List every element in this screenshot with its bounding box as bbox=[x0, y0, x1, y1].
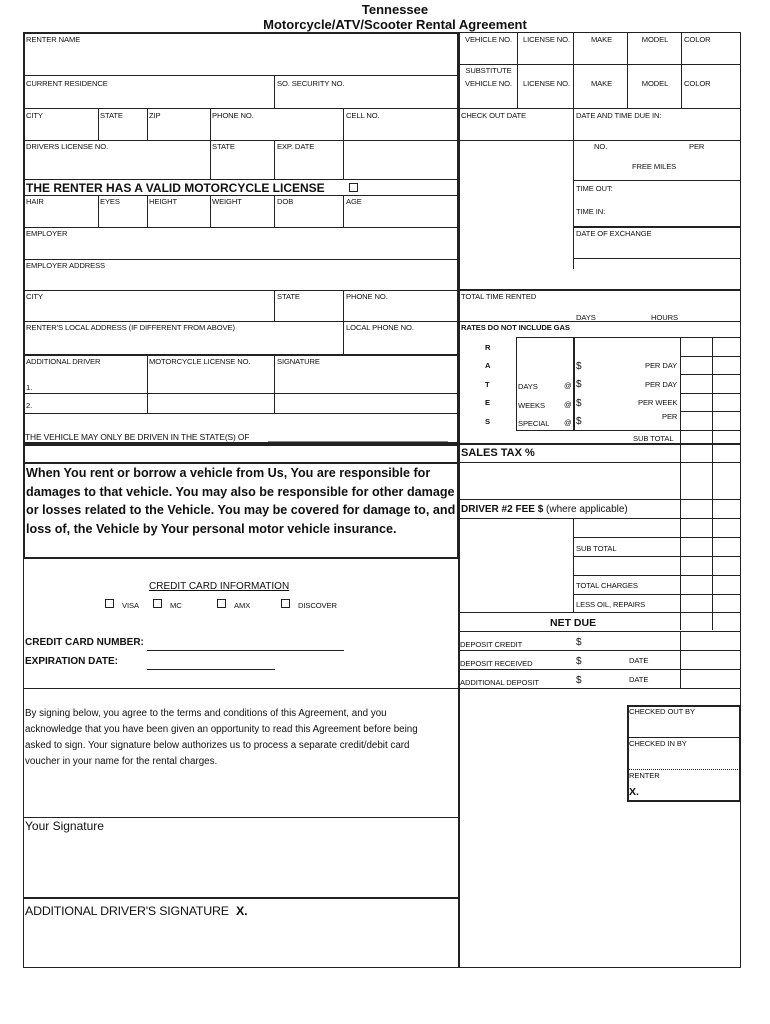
divider bbox=[573, 518, 574, 612]
driver-row-1-label: 1. bbox=[26, 383, 33, 392]
divider bbox=[210, 108, 211, 140]
divider bbox=[274, 355, 275, 413]
special-at-label: @ bbox=[564, 418, 572, 427]
per-label: PER bbox=[689, 142, 705, 151]
divider bbox=[680, 374, 741, 375]
state-label: STATE bbox=[100, 111, 123, 120]
additional-driver-signature-text: ADDITIONAL DRIVER'S SIGNATURE bbox=[25, 904, 229, 918]
divider bbox=[343, 195, 344, 227]
employer-city-label: CITY bbox=[26, 292, 43, 301]
phone-label: PHONE NO. bbox=[212, 111, 254, 120]
deposit-credit-label: DEPOSIT CREDIT bbox=[460, 640, 523, 649]
deposit-credit-dollar: $ bbox=[576, 637, 582, 648]
rates-letter-s: S bbox=[485, 417, 490, 426]
card-number-label: CREDIT CARD NUMBER: bbox=[25, 637, 144, 648]
additional-driver-1-input[interactable] bbox=[36, 379, 144, 393]
renter-label: RENTER bbox=[629, 771, 660, 780]
weight-label: WEIGHT bbox=[212, 197, 242, 206]
divider bbox=[459, 289, 741, 291]
date-time-due-label: DATE AND TIME DUE IN: bbox=[576, 111, 662, 120]
divider bbox=[680, 430, 741, 431]
responsibility-notice: When You rent or borrow a vehicle from Us, You are responsible for damages to that vehicle. You may also be responsible for other damage or losses related to the Vehicle. You may be covered for damage to, and loss of, the Vehicle by Your personal motor vehicle insurance. bbox=[26, 466, 456, 536]
employer-label: EMPLOYER bbox=[26, 229, 68, 238]
weeks-at-label: @ bbox=[564, 400, 572, 409]
cell-label: CELL NO. bbox=[346, 111, 380, 120]
time-out-input[interactable] bbox=[612, 181, 737, 195]
age-label: AGE bbox=[346, 197, 362, 206]
driver-row-2-label: 2. bbox=[26, 401, 33, 410]
cell-input[interactable] bbox=[346, 121, 455, 137]
states-underline bbox=[268, 441, 448, 442]
sub-make-input[interactable] bbox=[575, 91, 625, 107]
days-unit-label: DAYS bbox=[518, 382, 538, 391]
mc-label: MC bbox=[170, 601, 182, 610]
total-time-rented-label: TOTAL TIME RENTED bbox=[461, 292, 537, 301]
make-input[interactable] bbox=[575, 46, 625, 62]
employer-phone-input[interactable] bbox=[346, 303, 455, 319]
current-residence-input[interactable] bbox=[26, 89, 270, 105]
form-title: Motorcycle/ATV/Scooter Rental Agreement bbox=[263, 17, 527, 32]
amx-label: AMX bbox=[234, 601, 251, 610]
divider bbox=[343, 140, 344, 179]
divider bbox=[628, 769, 740, 770]
local-phone-label: LOCAL PHONE NO. bbox=[346, 323, 414, 332]
employer-state-input[interactable] bbox=[277, 303, 341, 319]
hair-label: HAIR bbox=[26, 197, 44, 206]
divider bbox=[573, 575, 741, 576]
divider bbox=[517, 32, 518, 109]
time-out-label: TIME OUT: bbox=[576, 184, 613, 193]
sub-license-no-label: LICENSE NO. bbox=[522, 79, 570, 88]
color-input[interactable] bbox=[683, 46, 739, 62]
ssn-label: SO. SECURITY NO. bbox=[277, 79, 345, 88]
time-in-input[interactable] bbox=[605, 204, 737, 218]
free-miles-no-input[interactable] bbox=[610, 140, 682, 153]
date-time-due-input[interactable] bbox=[576, 121, 739, 137]
total-days-input[interactable] bbox=[530, 308, 574, 321]
rate-3-input[interactable] bbox=[585, 396, 635, 410]
no-label: NO. bbox=[594, 142, 608, 151]
divider bbox=[24, 817, 458, 818]
checked-in-by-label: CHECKED IN BY bbox=[629, 739, 687, 748]
additional-deposit-label: ADDITIONAL DEPOSIT bbox=[460, 678, 539, 687]
divider bbox=[680, 356, 741, 357]
divider bbox=[343, 108, 344, 140]
divider bbox=[24, 140, 458, 141]
phone-input[interactable] bbox=[212, 121, 341, 137]
sub-model-input[interactable] bbox=[629, 91, 679, 107]
date-of-exchange-input[interactable] bbox=[576, 240, 739, 256]
dob-input[interactable] bbox=[277, 207, 341, 223]
your-signature-field[interactable] bbox=[26, 836, 454, 896]
drivers-license-input[interactable] bbox=[26, 155, 208, 175]
driver2-fee-bold: DRIVER #2 FEE $ bbox=[461, 504, 544, 515]
employer-address-label: EMPLOYER ADDRESS bbox=[26, 261, 106, 270]
divider bbox=[459, 108, 741, 109]
renter-name-input[interactable] bbox=[26, 46, 454, 72]
free-miles-label: FREE MILES bbox=[632, 162, 677, 171]
divider bbox=[24, 179, 458, 180]
blank-row bbox=[23, 444, 459, 464]
drivers-license-label: DRIVERS LICENSE NO. bbox=[26, 142, 109, 151]
rate-dollar-1: $ bbox=[576, 361, 582, 372]
divider bbox=[573, 108, 574, 269]
divider bbox=[459, 669, 741, 670]
dob-label: DOB bbox=[277, 197, 294, 206]
divider bbox=[274, 290, 275, 321]
sales-tax-input[interactable] bbox=[535, 446, 675, 460]
divider bbox=[210, 195, 211, 227]
rate-2-input[interactable] bbox=[585, 377, 640, 391]
age-input[interactable] bbox=[346, 207, 455, 223]
mc-checkbox[interactable] bbox=[153, 599, 162, 608]
divider bbox=[274, 140, 275, 179]
rate-1-input[interactable] bbox=[585, 358, 640, 372]
check-out-date-input[interactable] bbox=[461, 121, 571, 137]
divider bbox=[24, 321, 458, 322]
motorcycle-license-label: MOTORCYCLE LICENSE NO. bbox=[149, 357, 251, 366]
hours-label: HOURS bbox=[651, 313, 678, 322]
divider bbox=[24, 413, 458, 414]
rates-letter-a: A bbox=[485, 361, 491, 370]
local-address-label: RENTER'S LOCAL ADDRESS (IF DIFFERENT FROM ABOVE) bbox=[26, 323, 235, 332]
driver-2-signature-input[interactable] bbox=[277, 396, 455, 411]
license-no-input[interactable] bbox=[519, 46, 571, 62]
weight-input[interactable] bbox=[212, 207, 272, 223]
model-input[interactable] bbox=[629, 46, 679, 62]
rate-dollar-3: $ bbox=[576, 398, 582, 409]
divider bbox=[712, 337, 713, 518]
divider bbox=[459, 462, 741, 463]
time-in-label: TIME IN: bbox=[576, 207, 606, 216]
rate-dollar-2: $ bbox=[576, 379, 582, 390]
divider bbox=[628, 737, 740, 738]
sub-total-label: SUB TOTAL bbox=[633, 434, 674, 443]
divider bbox=[147, 355, 148, 413]
divider bbox=[274, 75, 275, 108]
additional-driver-signature-field[interactable] bbox=[26, 922, 454, 964]
divider bbox=[459, 140, 741, 141]
divider bbox=[24, 195, 458, 196]
deposit-received-input[interactable] bbox=[585, 654, 625, 668]
agreement-text: By signing below, you agree to the terms and conditions of this Agreement, and you acknowledge that you have been given an opportunity to read this Agreement before being asked to sign. Your signature below authorizes us to process a separate credit/debit card voucher in your name for the rental charges. bbox=[25, 708, 418, 767]
days-at-label: @ bbox=[564, 381, 572, 390]
employer-state-label: STATE bbox=[277, 292, 300, 301]
employer-city-input[interactable] bbox=[26, 303, 270, 319]
valid-license-statement: THE RENTER HAS A VALID MOTORCYCLE LICENSE bbox=[26, 181, 325, 195]
current-residence-label: CURRENT RESIDENCE bbox=[26, 79, 108, 88]
divider bbox=[574, 258, 741, 259]
valid-license-checkbox[interactable] bbox=[349, 183, 358, 192]
substitute-label: SUBSTITUTE bbox=[465, 66, 512, 75]
additional-deposit-input[interactable] bbox=[585, 673, 625, 687]
expiration-date-input[interactable] bbox=[149, 655, 274, 668]
discover-checkbox[interactable] bbox=[281, 599, 290, 608]
divider bbox=[680, 631, 681, 688]
rate-per-day-1: PER DAY bbox=[645, 361, 678, 370]
state-title: Tennessee bbox=[361, 2, 429, 17]
rate-4-input[interactable] bbox=[585, 415, 640, 429]
total-charges-label: TOTAL CHARGES bbox=[576, 581, 638, 590]
zip-input[interactable] bbox=[149, 121, 208, 137]
sub-model-label: MODEL bbox=[641, 79, 669, 88]
zip-label: ZIP bbox=[149, 111, 161, 120]
weeks-unit-label: WEEKS bbox=[518, 401, 545, 410]
divider bbox=[573, 32, 574, 109]
sub-vehicle-no-input[interactable] bbox=[461, 91, 515, 107]
deposit-credit-input[interactable] bbox=[585, 635, 675, 649]
card-number-input[interactable] bbox=[149, 636, 343, 649]
vehicle-no-label: VEHICLE NO. bbox=[464, 35, 512, 44]
driver2-fee-note: (where applicable) bbox=[543, 504, 628, 515]
eyes-label: EYES bbox=[100, 197, 120, 206]
local-address-input[interactable] bbox=[26, 334, 340, 350]
rate-per-day-2: PER DAY bbox=[645, 380, 678, 389]
signature-label: SIGNATURE bbox=[277, 357, 320, 366]
divider bbox=[459, 631, 741, 632]
divider bbox=[24, 897, 458, 899]
city-label: CITY bbox=[26, 111, 43, 120]
sub-vehicle-no-label: VEHICLE NO. bbox=[464, 79, 512, 88]
net-due-label: NET DUE bbox=[550, 617, 597, 629]
license-no-label: LICENSE NO. bbox=[522, 35, 570, 44]
driver-2-license-input[interactable] bbox=[150, 396, 272, 411]
divider bbox=[681, 32, 682, 109]
divider bbox=[573, 594, 741, 595]
rates-letter-t: T bbox=[485, 380, 490, 389]
credit-card-heading: CREDIT CARD INFORMATION bbox=[149, 581, 290, 592]
card-number-underline bbox=[147, 650, 344, 651]
discover-label: DISCOVER bbox=[298, 601, 337, 610]
sub-color-label: COLOR bbox=[684, 79, 711, 88]
divider bbox=[574, 226, 741, 228]
rate-per-week: PER WEEK bbox=[638, 398, 678, 407]
height-label: HEIGHT bbox=[149, 197, 178, 206]
sub-color-input[interactable] bbox=[683, 91, 739, 107]
rate-dollar-4: $ bbox=[576, 416, 582, 427]
model-label: MODEL bbox=[641, 35, 669, 44]
dl-state-input[interactable] bbox=[212, 155, 272, 175]
special-unit-label: SPECIAL bbox=[518, 419, 550, 428]
check-out-date-label: CHECK OUT DATE bbox=[461, 111, 526, 120]
renter-signature-input[interactable] bbox=[642, 784, 738, 798]
eyes-input[interactable] bbox=[100, 207, 145, 223]
make-label: MAKE bbox=[590, 35, 613, 44]
divider bbox=[459, 443, 741, 445]
rate-per-special: PER bbox=[662, 412, 678, 421]
days-label: DAYS bbox=[576, 313, 596, 322]
sub-make-label: MAKE bbox=[590, 79, 613, 88]
signature-x-mark: X. bbox=[236, 904, 248, 918]
additional-deposit-dollar: $ bbox=[576, 675, 582, 686]
divider bbox=[98, 195, 99, 227]
color-label: COLOR bbox=[684, 35, 711, 44]
divider bbox=[24, 354, 458, 356]
divider bbox=[459, 518, 741, 519]
driver-1-license-input[interactable] bbox=[150, 379, 272, 393]
additional-driver-signature-label bbox=[25, 904, 247, 918]
divider bbox=[573, 537, 741, 538]
state-input[interactable] bbox=[100, 121, 145, 137]
rates-letter-e: E bbox=[485, 398, 490, 407]
divider bbox=[573, 556, 741, 557]
city-input[interactable] bbox=[26, 121, 96, 137]
divider bbox=[680, 337, 681, 518]
states-input[interactable] bbox=[270, 430, 448, 441]
employer-address-input[interactable] bbox=[26, 272, 454, 288]
your-signature-label: Your Signature bbox=[25, 819, 104, 833]
vehicle-charges-section bbox=[458, 32, 741, 968]
additional-driver-2-input[interactable] bbox=[36, 396, 144, 411]
renter-x-mark: X. bbox=[629, 786, 639, 798]
employer-input[interactable] bbox=[26, 240, 454, 256]
sub-total-2-label: SUB TOTAL bbox=[576, 544, 617, 553]
dl-state-label: STATE bbox=[212, 142, 235, 151]
divider bbox=[573, 337, 575, 431]
divider bbox=[459, 688, 741, 689]
divider bbox=[24, 259, 458, 260]
driver2-fee-label bbox=[461, 504, 628, 515]
local-phone-input[interactable] bbox=[346, 334, 455, 350]
divider bbox=[24, 227, 458, 228]
divider bbox=[627, 32, 628, 109]
amx-checkbox[interactable] bbox=[217, 599, 226, 608]
driver-1-signature-input[interactable] bbox=[277, 379, 455, 393]
ssn-input[interactable] bbox=[277, 89, 455, 105]
date-of-exchange-label: DATE OF EXCHANGE bbox=[576, 229, 652, 238]
divider bbox=[459, 64, 741, 65]
exp-date-input[interactable] bbox=[277, 155, 341, 175]
sales-tax-label: SALES TAX % bbox=[461, 447, 535, 459]
employer-phone-label: PHONE NO. bbox=[346, 292, 388, 301]
rates-heading: RATES DO NOT INCLUDE GAS bbox=[461, 323, 570, 332]
renter-name-label: RENTER NAME bbox=[26, 35, 81, 44]
vehicle-no-input[interactable] bbox=[461, 46, 515, 62]
divider bbox=[343, 290, 344, 354]
expiration-date-label: EXPIRATION DATE: bbox=[25, 656, 118, 667]
hair-input[interactable] bbox=[26, 207, 96, 223]
divider bbox=[680, 411, 741, 412]
divider bbox=[459, 650, 741, 651]
divider bbox=[274, 195, 275, 227]
checked-out-by-label: CHECKED OUT BY bbox=[629, 707, 695, 716]
divider bbox=[24, 290, 458, 291]
divider bbox=[459, 321, 741, 322]
visa-checkbox[interactable] bbox=[105, 599, 114, 608]
column-divider bbox=[458, 32, 460, 968]
deposit-received-label: DEPOSIT RECEIVED bbox=[460, 659, 533, 668]
height-input[interactable] bbox=[149, 207, 208, 223]
states-statement: THE VEHICLE MAY ONLY BE DRIVEN IN THE STATE(S) OF bbox=[25, 432, 250, 442]
checked-in-by-input[interactable] bbox=[630, 749, 738, 765]
divider bbox=[24, 75, 458, 76]
sub-license-no-input[interactable] bbox=[519, 91, 571, 107]
visa-label: VISA bbox=[122, 601, 139, 610]
divider bbox=[147, 108, 148, 140]
exp-date-label: EXP. DATE bbox=[277, 142, 315, 151]
divider bbox=[24, 393, 458, 394]
divider bbox=[459, 499, 741, 500]
rates-letter-r: R bbox=[485, 343, 491, 352]
checked-out-by-input[interactable] bbox=[630, 717, 738, 733]
additional-deposit-date-label: DATE bbox=[629, 675, 649, 684]
deposit-received-dollar: $ bbox=[576, 656, 582, 667]
divider bbox=[98, 108, 99, 140]
total-hours-input[interactable] bbox=[600, 308, 648, 321]
divider bbox=[210, 140, 211, 179]
divider bbox=[680, 393, 741, 394]
additional-driver-label: ADDITIONAL DRIVER bbox=[26, 357, 101, 366]
divider bbox=[24, 108, 458, 109]
less-oil-label: LESS OIL, REPAIRS bbox=[576, 600, 646, 609]
deposit-received-date-label: DATE bbox=[629, 656, 649, 665]
divider bbox=[147, 195, 148, 227]
divider bbox=[459, 612, 741, 613]
expiration-underline bbox=[147, 669, 275, 670]
